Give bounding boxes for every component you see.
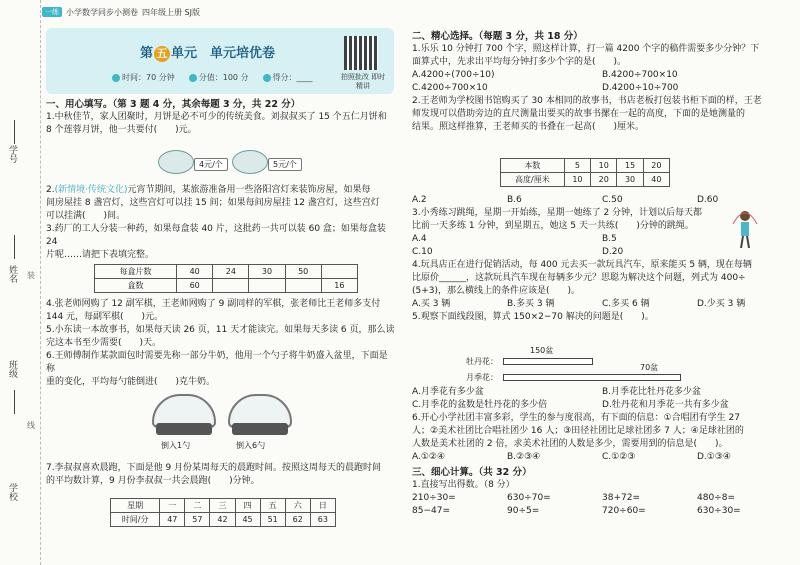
calc-item[interactable]: 90÷5= (507, 506, 540, 516)
binding-line-mark: 线 (27, 421, 35, 430)
table-cell: 50 (285, 265, 321, 279)
calc-item[interactable]: 720÷60= (602, 506, 646, 516)
exam-meta (112, 72, 313, 83)
option-b[interactable]: B.5 (602, 234, 617, 244)
table-cell: 20 (643, 159, 669, 173)
mooncake-icon (158, 150, 194, 174)
calc-item[interactable]: 210÷30= (412, 493, 456, 503)
r-q6-line-1: 6.开心小学社团丰富多彩，学生的参与度很高，有下面的信息：①合唱团有学生 27 (412, 413, 740, 423)
binding-line (14, 235, 15, 259)
r-q5-options (412, 386, 792, 399)
table-cell: 42 (210, 513, 235, 527)
calc-row-1 (412, 492, 792, 505)
table-cell: 24 (213, 265, 249, 279)
table-cell: 二 (185, 499, 210, 513)
binding-line (14, 390, 15, 414)
r-q2-line-1: 2.王老师为学校图书馆购买了 30 本相同的故事书，书店老板打包装书柜下面的样，王老 (412, 96, 762, 106)
table-cell: 62 (285, 513, 310, 527)
rose-bar (503, 374, 681, 381)
table-cell: 63 (310, 513, 335, 527)
r-q2-line-2: 师发现可以借助旁边的直尺测量出要买的故事书摞在一起的高度，下面的是她测量的 (412, 109, 746, 119)
calc-heading: 1.直接写出得数。（8 分） (412, 480, 515, 490)
r-q6-line-3: 人数是美术社团的 2 倍，求美术社团的人数是多少，需要用到的信息是( )。 (412, 439, 728, 449)
q5-line-1: 5.小东读一本故事书，如果每天读 26 页，11 天才能读完。如果每天多读 6 页，那么读 (46, 325, 395, 335)
r-q2-table (500, 158, 670, 187)
mooncake-price-2: 5元/个 (268, 158, 302, 171)
q7-table (110, 498, 336, 527)
q6-line-1: 6.王师傅制作某款面包时需要先称一部分牛奶，他用一个勺子将牛奶盛入盆里，下面是称 (46, 351, 388, 374)
section-2-heading: 二、精心选择。（每题 3 分，共 18 分） (412, 31, 583, 42)
q7-line-2: 的平均数计算，9 月份李叔叔一共会晨跑( )分钟。 (46, 476, 260, 486)
table-cell: 5 (564, 159, 590, 173)
table-cell: 盒数 (95, 279, 177, 293)
table-cell: 五 (260, 499, 285, 513)
table-cell: 每盒片数 (95, 265, 177, 279)
right-column-top (412, 30, 792, 134)
score-text: 分值：100 分 (198, 73, 249, 82)
q4-q6-block (46, 298, 396, 389)
r-q4-line-2: 比原价______，这款玩具汽车现在每辆多少元？思聪为解决这个问题，列式为 400÷ (412, 273, 746, 283)
pen-icon (263, 74, 271, 82)
q3-table (94, 264, 358, 293)
binding-margin (0, 0, 41, 565)
table-cell: 45 (235, 513, 260, 527)
scale-caption-2: 倒入6勺 (236, 441, 266, 450)
clock-icon (112, 74, 120, 82)
grade-label: 四年级上册 SJ版 (142, 7, 200, 17)
q7-block (46, 462, 396, 488)
option-c[interactable]: C.①②③ (602, 452, 636, 462)
r-q2-options (412, 194, 792, 207)
r-q1-line-1: 1.乐乐 10 分钟打 700 个字，照这样计算，打一篇 4200 个字的稿件需要多少分钟？下 (412, 44, 760, 54)
table-cell: 10 (564, 173, 590, 187)
option-c[interactable]: C.10 (412, 247, 433, 257)
qr-code-icon[interactable] (344, 36, 378, 70)
option-a[interactable]: A.月季花有多少盆 (412, 387, 484, 397)
table-cell: 时间/分 (111, 513, 160, 527)
table-cell: 星期 (111, 499, 160, 513)
option-a[interactable]: A.4200÷(700÷10) (412, 70, 495, 80)
r-q1-line-2: 面算式中，先求出平均每分钟打多少个字的是( )。 (412, 57, 627, 67)
q4-line-1: 4.张老师网购了 12 副军棋，王老师网购了 9 副同样的军棋，张老师比王老师多支付 (46, 299, 381, 309)
peony-label: 牡丹花： (466, 357, 498, 366)
table-cell: 60 (177, 279, 213, 293)
obtained-text: 得分：____ (272, 73, 313, 82)
option-d[interactable]: D.4200÷10÷700 (602, 83, 679, 93)
table-cell (285, 279, 321, 293)
series-name: 小学数学同步小测卷 (66, 7, 138, 17)
table-cell: 15 (617, 159, 643, 173)
table-row (111, 513, 336, 527)
r-q3-line-1: 3.小秀练习跳绳，星期一开始练，星期一她练了 2 分钟，计划以后每天都 (412, 208, 703, 218)
table-cell: 10 (591, 159, 617, 173)
table-cell: 40 (177, 265, 213, 279)
peony-value: 150盆 (530, 346, 554, 355)
option-a[interactable]: A.4 (412, 234, 427, 244)
r-q4-options (412, 298, 792, 311)
option-b[interactable]: B.②③④ (507, 452, 541, 462)
table-row (95, 279, 358, 293)
calc-item[interactable]: 630÷70= (507, 493, 551, 503)
r-q2-line-3: 结果。照这样推算，王老师买的书叠在一起高( )厘米。 (412, 122, 645, 132)
jump-rope-girl-icon (730, 208, 760, 252)
binding-line (14, 120, 15, 144)
option-c[interactable]: C.多买 6 辆 (602, 299, 650, 309)
r-q5-options-2 (412, 399, 792, 412)
option-a[interactable]: A.2 (412, 195, 427, 205)
q5-line-2: 完这本书至少需要( )天。 (46, 338, 162, 348)
option-d[interactable]: D.①③④ (697, 452, 731, 462)
q2-line-2: 间房屋挂 8 盏宫灯，这些宫灯可以挂 15 间；如果每间房屋挂 12 盏宫灯，这些宫灯 (46, 198, 380, 208)
table-row (111, 499, 336, 513)
table-cell: 三 (210, 499, 235, 513)
page-title (140, 42, 275, 62)
table-row (95, 265, 358, 279)
table-row (501, 159, 670, 173)
binding-label-xuehao: 学号 (7, 145, 17, 163)
scale-caption-1: 倒入1勺 (161, 441, 191, 450)
rose-label: 月季花： (466, 373, 498, 382)
obtained-info (263, 72, 313, 83)
qr-caption: 拍照批改 即时精讲 (340, 73, 386, 90)
binding-fold-mark: 装 (27, 271, 35, 280)
scale-base-icon (232, 423, 288, 435)
q2-tag: (新情境·传统文化) (54, 185, 128, 195)
binding-label-class: 班级 (7, 360, 17, 378)
series-header (42, 5, 200, 19)
mooncake-price-1: 4元/个 (194, 158, 228, 171)
right-column-bottom (412, 386, 792, 518)
q4-line-2: 144 元，每副军棋( )元。 (46, 312, 164, 322)
r-q4-line-3: (5+3)，那么横线上的条件应该是( )。 (412, 286, 581, 296)
r-q6-line-2: 人；②美术社团比合唱社团少 16 人；③田径社团比足球社团多 7 人；④足球社团的 (412, 426, 744, 436)
binding-label-school: 学校 (7, 483, 17, 501)
table-row (501, 173, 670, 187)
option-c[interactable]: C.月季花的盆数是牡丹花的多少倍 (412, 400, 548, 410)
calc-item[interactable]: 480÷8= (697, 493, 735, 503)
table-cell: 51 (260, 513, 285, 527)
r-q1-options (412, 69, 792, 82)
calc-item[interactable]: 630÷30= (697, 506, 741, 516)
title-box (46, 28, 394, 94)
q2-text-1: 元宵节期间，某旅游准备用一些洛阳宫灯来装饰房屋，如果每 (127, 185, 371, 195)
score-info (189, 72, 249, 83)
r-q6-options (412, 451, 792, 464)
q2-line-3: 可以挂满( )间。 (46, 211, 126, 221)
q6-line-2: 重的变化，平均每勺能倒进( )克牛奶。 (46, 377, 216, 387)
table-cell (321, 265, 357, 279)
title-prefix: 第 (140, 46, 154, 61)
r-q5-line-1: 5.观察下面线段图，算式 150×2−70 解决的问题是( )。 (412, 312, 654, 322)
option-a[interactable]: A.买 3 辆 (412, 299, 451, 309)
option-b[interactable]: B.多买 3 辆 (507, 299, 555, 309)
q3-line-2: 片呢……请把下表填完整。 (46, 250, 155, 260)
table-cell: 六 (285, 499, 310, 513)
time-info (112, 72, 175, 83)
table-cell: 日 (310, 499, 335, 513)
mooncake-icon (232, 150, 268, 174)
table-cell: 47 (160, 513, 185, 527)
option-d[interactable]: D.少买 3 辆 (697, 299, 746, 309)
peony-bar (503, 358, 593, 365)
q2-block (46, 184, 396, 262)
table-cell (249, 279, 285, 293)
option-a[interactable]: A.①②④ (412, 452, 446, 462)
calc-row-2 (412, 505, 792, 518)
q7-line-1: 7.李叔叔喜欢晨跑，下面是他 9 月份某周每天的晨跑时间。按照这周每天的晨跑时间 (46, 463, 382, 473)
table-cell (213, 279, 249, 293)
table-cell: 本数 (501, 159, 565, 173)
option-c[interactable]: C.50 (602, 195, 623, 205)
table-cell: 30 (617, 173, 643, 187)
scale-base-icon (156, 423, 212, 435)
table-cell: 高度/厘米 (501, 173, 565, 187)
option-d[interactable]: D.60 (697, 195, 719, 205)
table-cell: 一 (160, 499, 185, 513)
table-cell: 16 (321, 279, 357, 293)
section-3-heading: 三、细心计算。（共 32 分） (412, 467, 532, 478)
q3-line-1: 3.药厂的工人分装一种药，如果每盒装 40 片，这批药一共可以装 60 盒；如果每盒装 24 (46, 224, 386, 247)
left-column (46, 98, 396, 137)
r-q4-line-1: 4.玩具店正在进行促销活动，每 400 元去买一款玩具汽车，原来能买 5 辆，现在每辆 (412, 260, 752, 270)
time-text: 时间：70 分钟 (122, 73, 175, 82)
q1-line-1: 1.中秋佳节，家人团聚时，月饼是必不可少的传统美食。刘叔叔买了 15 个五仁月饼和 (46, 112, 387, 122)
rose-value: 70盆 (640, 363, 659, 372)
calc-item[interactable]: 38+72= (602, 493, 640, 503)
table-cell: 30 (249, 265, 285, 279)
binding-label-name: 姓名 (7, 265, 17, 283)
unit-number-badge: 五 (154, 46, 170, 62)
table-cell: 57 (185, 513, 210, 527)
table-cell: 40 (643, 173, 669, 187)
q2-line-1: 2.(新情境·传统文化)元宵节期间，某旅游准备用一些洛阳宫灯来装饰房屋，如果每 (46, 185, 371, 195)
r-q3-line-2: 比前一天多练 1 分钟，到星期五，她这 5 天一共练( )分钟的跳绳。 (412, 221, 694, 231)
r-q1-options-2 (412, 82, 792, 95)
option-d[interactable]: D.牡丹花和月季花一共有多少盆 (602, 400, 729, 410)
score-icon (189, 74, 197, 82)
option-b[interactable]: B.4200÷700×10 (602, 70, 678, 80)
option-b[interactable]: B.6 (507, 195, 522, 205)
table-cell: 四 (235, 499, 260, 513)
option-c[interactable]: C.4200÷700×10 (412, 83, 488, 93)
option-b[interactable]: B.月季花比牡丹花多少盆 (602, 387, 702, 397)
title-suffix: 单元 单元培优卷 (171, 46, 276, 61)
option-d[interactable]: D.20 (602, 247, 624, 257)
section-1-heading: 一、用心填写。（第 3 题 4 分，其余每题 3 分，共 22 分） (46, 99, 301, 110)
table-cell: 20 (591, 173, 617, 187)
series-tag: 一练 (42, 7, 62, 17)
calc-item[interactable]: 85−47= (412, 506, 450, 516)
q1-line-2: 8 个莲蓉月饼，他一共要付( )元。 (46, 125, 197, 135)
